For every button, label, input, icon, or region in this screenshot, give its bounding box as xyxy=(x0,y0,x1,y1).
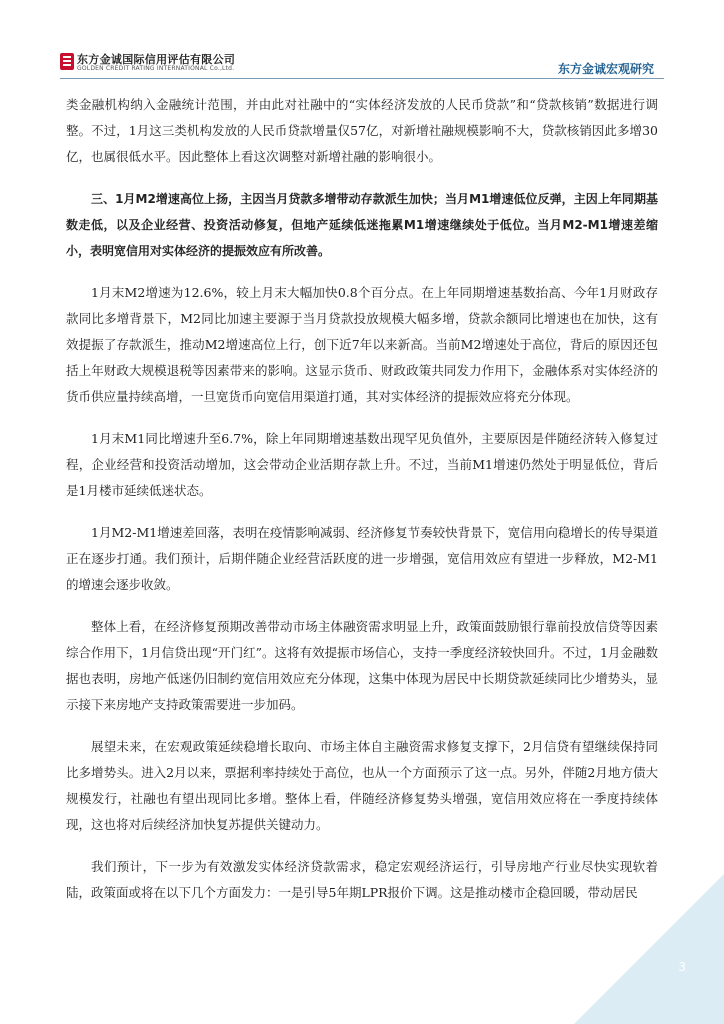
paragraph: 1月M2-M1增速差回落，表明在疫情影响减弱、经济修复节奏较快背景下，宽信用向稳增长的传导渠道正在逐步打通。我们预计，后期伴随企业经营活跃度的进一步增强，宽信用效应有望进一步释放，M2-M1的增速会逐步收敛。 xyxy=(66,525,658,592)
company-name-en: GOLDEN CREDIT RATING INTERNATIONAL Co.,Ltd. xyxy=(77,65,235,72)
paragraph: 展望未来，在宏观政策延续稳增长取向、市场主体自主融资需求修复支撑下，2月信贷有望继续保持同比多增势头。进入2月以来，票据利率持续处于高位，也从一个方面预示了这一点。另外，伴随2月地方债大规模发行，社融也有望出现同比多增。整体上看，伴随经济修复势头增强，宽信用效应将在一季度持续体现，这也将对后续经济加快复苏提供关键动力。 xyxy=(66,739,658,832)
paragraph: 我们预计，下一步为有效激发实体经济贷款需求，稳定宏观经济运行，引导房地产行业尽快实现软着陆，政策面或将在以下几个方面发力：一是引导5年期LPR报价下调。这是推动楼市企稳回暖，带动居民 xyxy=(66,859,658,900)
corner-decoration xyxy=(574,874,724,1024)
paragraph: 整体上看，在经济修复预期改善带动市场主体融资需求明显上升，政策面鼓励银行靠前投放信贷等因素综合作用下，1月信贷出现“开门红”。这将有效提振市场信心，支持一季度经济较快回升。不过，1月金融数据也表明，房地产低迷仍旧制约宽信用效应充分体现，这集中体现为居民中长期贷款延续同比少增势头，显示接下来房地产支持政策需要进一步加码。 xyxy=(66,619,658,712)
paragraph: 1月末M2增速为12.6%，较上月末大幅加快0.8个百分点。在上年同期增速基数抬高、今年1月财政存款同比多增背景下，M2同比加速主要源于当月贷款投放规模大幅多增，贷款余额同比增速也在加快，这有效提振了存款派生，推动M2增速高位上行，创下近7年以来新高。当前M2增速处于高位，背后的原因还包括上年财政大规模退税等因素带来的影响。这显示货币、财政政策共同发力作用下，金融体系对实体经济的货币供应量持续高增，一旦宽货币向宽信用渠道打通，其对实体经济的提振效应将充分体现。 xyxy=(66,285,658,404)
section-heading: 三、1月M2增速高位上扬，主因当月贷款多增带动存款派生加快；当月M1增速低位反弹，主因上年同期基数走低，以及企业经营、投资活动修复，但地产延续低迷拖累M1增速继续处于低位。当月M2-M1增速差缩小，表明宽信用对实体经济的提振效应有所改善。 xyxy=(66,192,658,258)
document-body xyxy=(66,92,658,922)
page-header xyxy=(0,0,724,80)
research-brand: 东方金诚宏观研究 xyxy=(557,62,654,76)
company-name-cn: 东方金诚国际信用评估有限公司 xyxy=(77,53,236,66)
header-divider xyxy=(60,78,664,79)
paragraph: 类金融机构纳入金融统计范围，并由此对社融中的“实体经济发放的人民币贷款”和“贷款核销”数据进行调整。不过，1月这三类机构发放的人民币贷款增量仅57亿，对新增社融规模影响不大，贷款核销因此多增30亿，也属很低水平。因此整体上看这次调整对新增社融的影响很小。 xyxy=(66,97,658,164)
company-logo-icon xyxy=(60,53,74,70)
paragraph: 1月末M1同比增速升至6.7%，除上年同期增速基数出现罕见负值外，主要原因是伴随经济转入修复过程，企业经营和投资活动增加，这会带动企业活期存款上升。不过，当前M1增速仍然处于明显低位，背后是1月楼市延续低迷状态。 xyxy=(66,431,658,498)
page-number: 3 xyxy=(678,960,686,974)
